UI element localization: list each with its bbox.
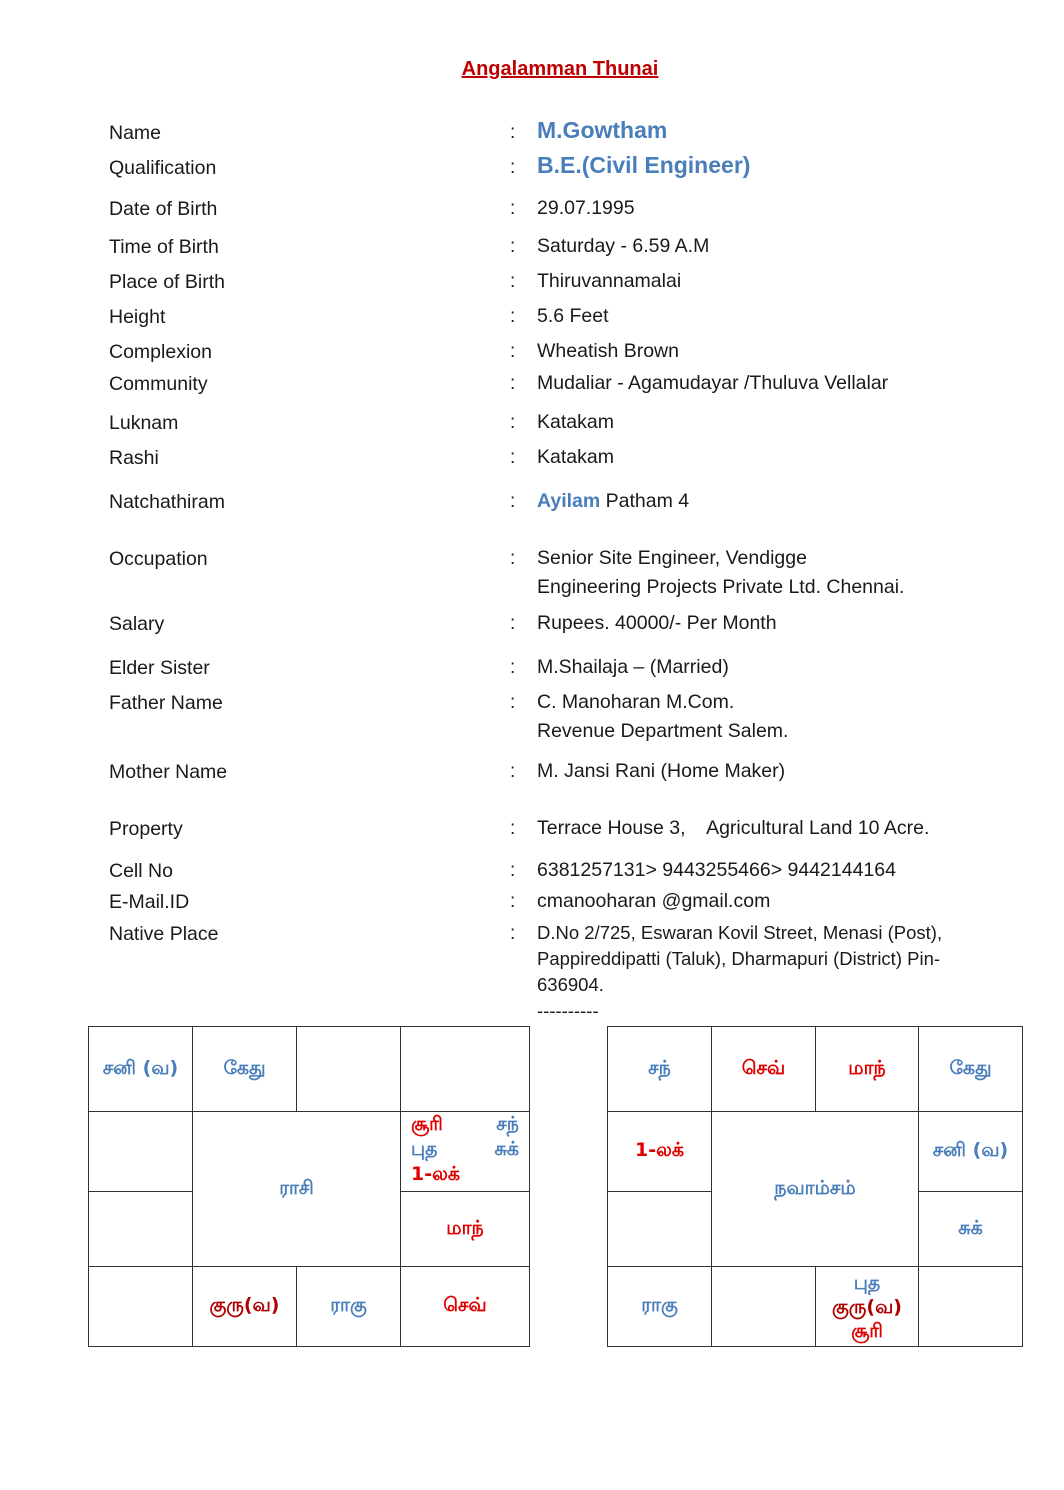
colon: : (510, 412, 516, 433)
navamsam-house-6: சுக் (918, 1191, 1023, 1267)
label: Complexion (109, 341, 212, 363)
value-line1: C. Manoharan M.Com. (537, 691, 735, 713)
label: Occupation (109, 548, 208, 570)
dashes: ---------- (537, 1000, 599, 1021)
rasi-house-8: ராகு (296, 1266, 401, 1347)
value: cmanooharan @gmail.com (537, 890, 771, 912)
value: Katakam (537, 446, 614, 468)
label: Mother Name (109, 761, 228, 783)
rasi-house-9: குரு(வ) (192, 1266, 297, 1347)
colon: : (510, 306, 516, 327)
rasi-house-6: மாந் (400, 1191, 530, 1267)
colon: : (510, 761, 516, 782)
navamsam-house-7 (918, 1266, 1023, 1347)
planet: 1-லக் (411, 1163, 461, 1185)
label: Community (109, 373, 208, 395)
label: Place of Birth (109, 271, 225, 293)
label: Qualification (109, 157, 217, 179)
value: B.E.(Civil Engineer) (537, 152, 751, 178)
value: M. Jansi Rani (Home Maker) (537, 760, 786, 782)
navamsam-house-11 (607, 1191, 712, 1267)
planet: சுக் (494, 1138, 519, 1160)
value: Thiruvannamalai (537, 270, 682, 292)
colon: : (510, 923, 516, 944)
colon: : (510, 198, 516, 219)
navamsam-house-10: ராகு (607, 1266, 712, 1347)
label: Salary (109, 613, 165, 635)
planet: சூரி (851, 1319, 883, 1342)
colon: : (510, 341, 516, 362)
planet: சூரி (411, 1113, 443, 1135)
rasi-house-3 (296, 1026, 401, 1112)
value: M.Gowtham (537, 117, 668, 143)
colon: : (510, 818, 516, 839)
value: Wheatish Brown (537, 340, 679, 362)
label: Height (109, 306, 166, 328)
colon: : (510, 271, 516, 292)
patham: Patham 4 (605, 490, 690, 512)
rasi-house-5 (400, 1111, 530, 1192)
value: Rupees. 40000/- Per Month (537, 612, 777, 634)
colon: : (510, 373, 516, 394)
navamsam-house-9 (711, 1266, 816, 1347)
colon: : (510, 548, 516, 569)
planet: புத (411, 1138, 438, 1160)
value-line1: D.No 2/725, Eswaran Kovil Street, Menasi (Post), (537, 922, 943, 943)
colon: : (510, 860, 516, 881)
star-name: Ayilam (537, 490, 601, 512)
navamsam-center: நவாம்சம் (711, 1111, 919, 1267)
label: Cell No (109, 860, 173, 882)
value-line1: Senior Site Engineer, Vendigge (537, 547, 807, 569)
label: Time of Birth (109, 236, 219, 258)
value: 6381257131> 9443255466> 9442144164 (537, 859, 896, 881)
value: Terrace House 3, Agricultural Land 10 Acre. (537, 817, 930, 839)
rasi-house-10 (88, 1266, 193, 1347)
value: Mudaliar - Agamudayar /Thuluva Vellalar (537, 372, 889, 394)
colon: : (510, 657, 516, 678)
label: Name (109, 122, 162, 144)
value-line2: Pappireddipatti (Taluk), Dharmapuri (District) Pin- (537, 948, 941, 969)
colon: : (510, 447, 516, 468)
label: E-Mail.ID (109, 891, 190, 913)
rasi-house-7: செவ் (400, 1266, 530, 1347)
navamsam-house-2: செவ் (711, 1026, 816, 1112)
navamsam-house-8 (815, 1266, 919, 1347)
rasi-center: ராசி (192, 1111, 401, 1267)
label: Father Name (109, 692, 223, 714)
label: Natchathiram (109, 491, 225, 513)
label: Elder Sister (109, 657, 210, 679)
label: Rashi (109, 447, 159, 469)
navamsam-house-3: மாந் (815, 1026, 919, 1112)
value: Katakam (537, 411, 614, 433)
colon: : (510, 157, 516, 178)
value: Saturday - 6.59 A.M (537, 235, 710, 257)
navamsam-house-5: சனி (வ) (918, 1111, 1023, 1192)
value: 29.07.1995 (537, 197, 635, 219)
value-line2: Engineering Projects Private Ltd. Chennai. (537, 576, 905, 598)
label: Date of Birth (109, 198, 218, 220)
planet: குரு(வ) (832, 1295, 902, 1318)
value (537, 487, 689, 516)
colon: : (510, 122, 516, 143)
planet: புத (853, 1271, 881, 1294)
navamsam-house-4: கேது (918, 1026, 1023, 1112)
navamsam-house-12: 1-லக் (607, 1111, 712, 1192)
colon: : (510, 491, 516, 512)
value: 5.6 Feet (537, 305, 609, 327)
colon: : (510, 891, 516, 912)
rasi-house-1: சனி (வ) (88, 1026, 193, 1112)
navamsam-house-1: சந் (607, 1026, 712, 1112)
planet: சந் (496, 1113, 519, 1135)
value-line3: 636904. (537, 974, 604, 995)
rasi-house-2: கேது (192, 1026, 297, 1112)
colon: : (510, 692, 516, 713)
label: Property (109, 818, 183, 840)
value-line2: Revenue Department Salem. (537, 720, 789, 742)
rasi-house-11 (88, 1191, 193, 1267)
rasi-house-4 (400, 1026, 530, 1112)
rasi-house-12 (88, 1111, 193, 1192)
colon: : (510, 613, 516, 634)
label: Luknam (109, 412, 179, 434)
label: Native Place (109, 923, 219, 945)
page-title: Angalamman Thunai (461, 58, 659, 80)
value: M.Shailaja – (Married) (537, 656, 729, 678)
colon: : (510, 236, 516, 257)
